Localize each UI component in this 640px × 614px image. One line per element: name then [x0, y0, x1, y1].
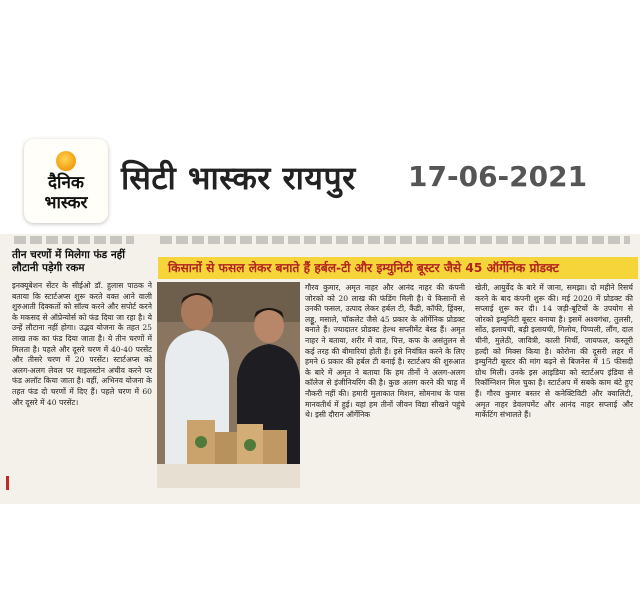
logo-line-1: दैनिक [48, 173, 84, 193]
edition-date: 17-06-2021 [408, 160, 588, 193]
founders-photo-illustration [157, 282, 300, 488]
column-marker [6, 476, 9, 490]
founders-photo [157, 282, 300, 488]
article-headline: किसानों से फसल लेकर बनाते हैं हर्बल-टी और इम्युनिटी बूस्टर जैसे 45 ऑर्गेनिक प्रोडक्ट [158, 257, 638, 279]
masthead [0, 0, 640, 222]
article-column-2: खेती, आयुर्वेद के बारे में जाना, समझा। दो महीने रिसर्च करने के बाद कंपनी शुरू की। मई 2020 में प्रोडक्ट की सप्लाई शुरू कर दी। 14 जड़ी-बूटियों के उपयोग से जोरको इम्युनिटी बूस्टर बनाया है। इसमें अश्वगंधा, तुलसी, सोंठ, इलायची, बड़ी इलायची, गिलोय, पिप्पली, लौंग, दाल चीनी, मुलेठी, जावित्री, काली मिर्ची, जायफल, कस्तूरी हल्दी को मिक्स किया है। कोरोना की दूसरी लहर में इम्युनिटी बूस्टर की मांग बढ़ने से बिजनेस में 15 फीसदी ग्रोथ मिली। उनके इस आइडिया को स्टार्टअप इंडिया से रिकॉग्निशन मिल चुका है। स्टार्टअप में सबके काम बंटे हुए हैं। गौरव कुमार बस्तर से कनेक्टिविटी और क्वालिटी, अमृत नाहर डेवलपमेंट और आनंद नाहर सप्लाई और मार्केटिंग संभालते हैं। [475, 283, 633, 420]
dainik-bhaskar-logo [24, 139, 108, 223]
article-column-1: गौरव कुमार, अमृत नाहर और आनंद नाहर की कंपनी जोरको को 20 लाख की फंडिंग मिली है। ये किसानों से उनकी फसल, उत्पाद लेकर हर्बल टी, कैंडी, कॉफी, ड्रिंक्स, लड्डू, मसाले, चॉकलेट जैसे 45 प्रकार के ऑर्गेनिक प्रोडक्ट बनाते हैं। ज्यादातर प्रोडक्ट हेल्थ सप्लीमेंट बेस्ड हैं। अमृत नाहर ने बताया, शरीर में वात, पित्त, कफ के असंतुलन से कई तरह की बीमारियां होती हैं। इसे नियंत्रित करने के लिए हमने 6 प्रकार की हर्बल टी बनाई है। स्टार्टअप की शुरुआत के बारे में अमृत ने बताया कि हम तीनों ने अलग-अलग कॉलेज से इंजीनियरिंग की है। कुछ अलग करने की चाह में नौकरी नहीं की। हमारी मुलाकात मिशन, सोमनाथ के पास मानवतीर्थ में हुई। यहां हम तीनों जीवन विद्या सीखने पहुंचे थे। इसी दौरान ऑर्गेनिक [305, 283, 465, 420]
edition-title: सिटी भास्कर रायपुर [121, 159, 356, 197]
sun-icon [56, 151, 76, 171]
cropped-text-strip [160, 236, 630, 244]
logo-line-2: भास्कर [44, 193, 88, 213]
left-article-headline: तीन चरणों में मिलेगा फंड नहीं लौटानी पड़ेगी रकम [12, 249, 125, 274]
left-article-body: इनक्यूबेशन सेंटर के सीईओ डॉ. हुलास पाठक ने बताया कि स्टार्टअप्स शुरू करते वक्त आने वाली शुरुआती दिक्कतों को सॉल्व करने और सपोर्ट करने के मकसद से ऑप्रेन्योर्स को फंड दिया जा रहा है। ये उन्हें लौटाना नहीं होगा। उद्भव योजना के तहत 25 लाख तक का फंड दिया जाता है। ये तीन चरणों में मिलता है। पहले और दूसरे चरण में 40-40 परसेंट और तीसरे चरण में 20 परसेंट। स्टार्टअप्स को अलग-अलग लेवल पर माइलस्टोन अचीव करने पर फंड अलॉट किया जाता है। वहीं, अभिनव योजना के तहत फंड दो चरणों में दिए हैं। पहले चरण में 60 और दूसरे में 40 परसेंट। [12, 281, 152, 407]
cropped-text-strip [14, 236, 134, 244]
